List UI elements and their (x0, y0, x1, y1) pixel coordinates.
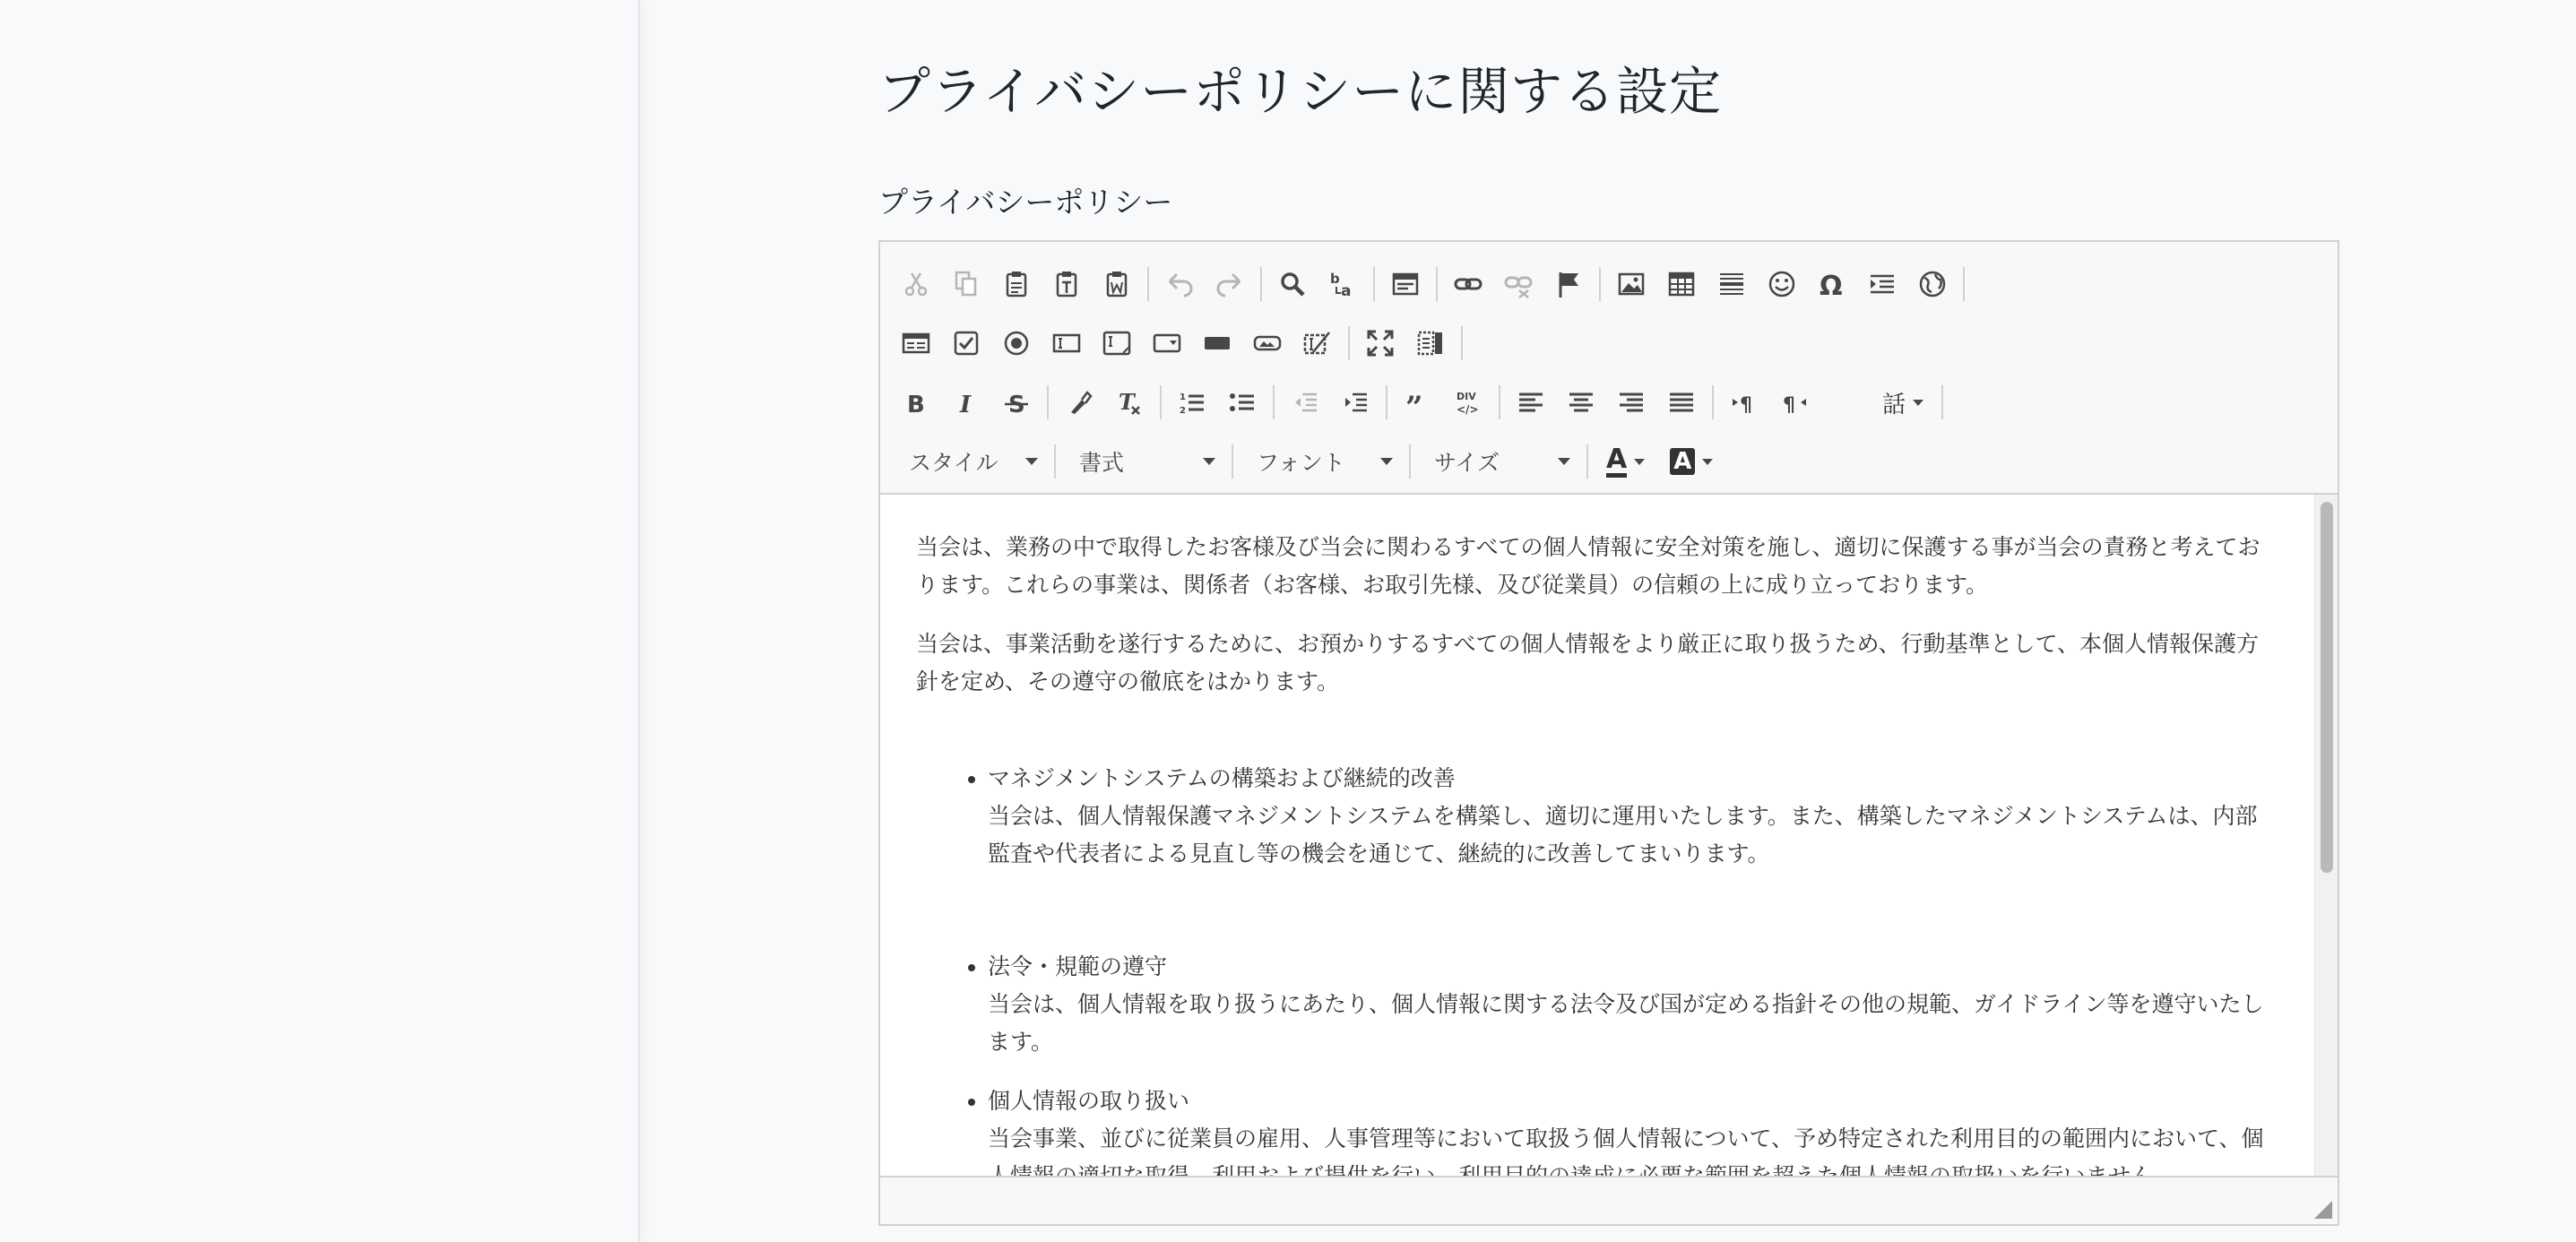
toolbar-separator (1941, 385, 1943, 419)
iframe-icon (1917, 269, 1948, 299)
anchor-button[interactable] (1543, 259, 1594, 309)
svg-text:”: ” (1405, 390, 1423, 426)
redo-icon (1215, 269, 1245, 299)
templates-button[interactable] (1380, 259, 1431, 309)
indent-icon (1340, 387, 1370, 418)
svg-text:I: I (960, 392, 972, 418)
list-item (988, 760, 2266, 873)
align-right-icon (1616, 387, 1647, 418)
toolbar-separator (1963, 267, 1965, 301)
text-field-icon (1051, 328, 1082, 358)
toolbar-separator (1499, 385, 1500, 419)
scrollbar-thumb[interactable] (2321, 502, 2333, 873)
checkbox-icon (951, 328, 981, 358)
policy-list (916, 760, 2266, 1195)
table-icon (1666, 269, 1697, 299)
font-combo-label: フォント (1257, 450, 1345, 476)
page-break-icon (1867, 269, 1897, 299)
bulleted-list-button[interactable] (1217, 377, 1267, 427)
text-field-button[interactable] (1042, 318, 1092, 368)
toolbar-separator (1373, 267, 1375, 301)
create-div-icon (1453, 387, 1483, 418)
paste-text-button[interactable] (1042, 259, 1092, 309)
blockquote-button[interactable] (1393, 377, 1443, 427)
checkbox-button[interactable] (941, 318, 991, 368)
toolbar-row-1 (891, 254, 2327, 314)
svg-text:1: 1 (1180, 392, 1186, 402)
align-right-button[interactable] (1606, 377, 1656, 427)
create-div-button[interactable] (1443, 377, 1493, 427)
special-char-button[interactable] (1807, 259, 1857, 309)
numbered-list-button[interactable] (1167, 377, 1217, 427)
numbered-list-icon (1177, 387, 1207, 418)
link-button[interactable] (1443, 259, 1493, 309)
align-center-button[interactable] (1556, 377, 1606, 427)
list-item-title: • 個人情報の取り扱い (988, 1088, 1190, 1114)
select-icon (1152, 328, 1182, 358)
page-break-button[interactable] (1857, 259, 1907, 309)
privacy-policy-label: プライバシーポリシー (878, 185, 1173, 220)
blockquote-icon (1403, 387, 1433, 426)
anchor-icon (1553, 269, 1584, 299)
copy-button[interactable] (941, 259, 991, 309)
toolbar-separator (1047, 385, 1049, 419)
rich-text-editor (878, 240, 2339, 1226)
find-icon (1277, 269, 1308, 299)
form-icon (901, 328, 931, 358)
svg-text:B: B (907, 392, 925, 418)
toolbar-separator (1386, 385, 1387, 419)
language-button[interactable] (1820, 377, 1870, 427)
svg-text:a: a (1341, 282, 1352, 300)
templates-icon (1390, 269, 1421, 299)
list-item-title: • マネジメントシステムの構築および継続的改善 (988, 765, 1456, 791)
svg-text:S: S (1008, 392, 1025, 418)
image-button-icon (1252, 328, 1283, 358)
textarea-button[interactable] (1092, 318, 1142, 368)
intro-paragraph-1: 当会は、業務の中で取得したお客様及び当会に関わるすべての個人情報に安全対策を施し、適切に保護する事が当会の責務と考えております。これらの事業は、関係者（お客様、お取引先様、及び従業員）の信頼の上に成り立っております。 (916, 534, 2260, 598)
horizontal-line-icon (1716, 269, 1747, 299)
replace-button[interactable] (1318, 259, 1368, 309)
resize-grip-icon[interactable] (2314, 1201, 2332, 1219)
list-item-body: 当会は、個人情報を取り扱うにあたり、個人情報に関する法令及び国が定める指針その他の規範、ガイドライン等を遵守いたします。 (988, 991, 2264, 1055)
language-icon (1829, 387, 1860, 418)
find-button[interactable] (1267, 259, 1318, 309)
italic-button[interactable] (941, 377, 991, 427)
remove-format-button[interactable] (1104, 377, 1154, 427)
show-blocks-icon (1415, 328, 1446, 358)
ltr-button[interactable] (1719, 377, 1769, 427)
cut-icon (901, 269, 931, 299)
hidden-field-button[interactable] (1292, 318, 1343, 368)
chevron-down-icon (1913, 400, 1923, 406)
page-title: プライバシーポリシーに関する設定 (878, 61, 1723, 122)
image-icon (1616, 269, 1647, 299)
background-color-button[interactable] (1657, 440, 1725, 483)
toolbar-separator (1409, 444, 1411, 479)
maximize-icon (1365, 328, 1396, 358)
svg-text:¶: ¶ (1740, 394, 1752, 417)
chevron-down-icon (1025, 458, 1038, 465)
paste-word-button[interactable] (1092, 259, 1142, 309)
list-item-body: 当会事業、並びに従業員の雇用、人事管理等において取扱う個人情報について、予め特定された利用目的の範囲内において、個 (988, 1126, 2264, 1151)
toolbar-separator (1273, 385, 1275, 419)
format-combo-label: 書式 (1079, 450, 1125, 476)
chevron-down-icon (1702, 459, 1713, 465)
style-combo-label: スタイル (909, 450, 998, 476)
justify-button[interactable] (1656, 377, 1707, 427)
svg-text:</>: </> (1457, 403, 1479, 416)
align-left-icon (1516, 387, 1546, 418)
maximize-button[interactable] (1355, 318, 1405, 368)
horizontal-line-button[interactable] (1707, 259, 1757, 309)
button-button[interactable] (1192, 318, 1242, 368)
text-color-button[interactable] (1594, 440, 1657, 483)
svg-text:Ω: Ω (1820, 271, 1843, 302)
background-color-icon: A (1670, 448, 1695, 475)
table-button[interactable] (1656, 259, 1707, 309)
copy-formatting-icon (1064, 387, 1094, 418)
bulleted-list-icon (1227, 387, 1258, 418)
svg-text:T: T (1119, 389, 1135, 415)
replace-icon (1327, 269, 1358, 299)
list-item-title: • 法令・規範の遵守 (988, 953, 1168, 979)
svg-text:2: 2 (1180, 406, 1186, 416)
rtl-icon (1779, 387, 1810, 418)
cut-button[interactable] (891, 259, 941, 309)
svg-text:b: b (1330, 271, 1340, 287)
undo-icon (1164, 269, 1195, 299)
font-combo[interactable] (1239, 440, 1404, 483)
textarea-icon (1102, 328, 1132, 358)
smiley-icon (1767, 269, 1797, 299)
toolbar-row-2 (891, 314, 2327, 373)
align-left-button[interactable] (1506, 377, 1556, 427)
strikethrough-button[interactable] (991, 377, 1042, 427)
paste-button[interactable] (991, 259, 1042, 309)
list-item (988, 948, 2266, 1061)
toolbar-separator (1260, 267, 1262, 301)
toolbar-row-4 (891, 432, 2327, 491)
paste-icon (1001, 269, 1032, 299)
outdent-icon (1290, 387, 1320, 418)
toolbar-separator (1232, 444, 1233, 479)
editor-toolbar (880, 242, 2338, 495)
image-button[interactable] (1606, 259, 1656, 309)
unlink-icon (1503, 269, 1534, 299)
paste-word-icon (1102, 269, 1132, 299)
button-icon (1202, 328, 1232, 358)
outdent-button[interactable] (1280, 377, 1330, 427)
bold-button[interactable] (891, 377, 941, 427)
chevron-down-icon (1558, 458, 1570, 465)
copy-formatting-button[interactable] (1054, 377, 1104, 427)
strikethrough-icon (1001, 387, 1032, 418)
toolbar-separator (1586, 444, 1588, 479)
toolbar-separator (1461, 326, 1463, 360)
radio-icon (1001, 328, 1032, 358)
svg-text:DIV: DIV (1457, 391, 1476, 402)
toolbar-separator (1160, 385, 1162, 419)
link-icon (1453, 269, 1483, 299)
ltr-icon (1729, 387, 1759, 418)
svg-text:¶: ¶ (1783, 394, 1795, 417)
list-item-body: 当会は、個人情報保護マネジメントシステムを構築し、適切に運用いたします。また、構築したマネジメントシステムは、内部監査や代表者による見直し等の機会を通じて、継続的に改善してまいります。 (988, 803, 2258, 867)
form-button[interactable] (891, 318, 941, 368)
image-button-button[interactable] (1242, 318, 1292, 368)
chevron-down-icon (1203, 458, 1215, 465)
editor-content[interactable] (880, 495, 2338, 1176)
select-button[interactable] (1142, 318, 1192, 368)
iframe-button[interactable] (1907, 259, 1958, 309)
smiley-button[interactable] (1757, 259, 1807, 309)
justify-icon (1666, 387, 1697, 418)
format-combo[interactable] (1061, 440, 1226, 483)
toolbar-separator (1436, 267, 1438, 301)
italic-icon (951, 387, 981, 418)
toolbar-separator (1599, 267, 1601, 301)
align-center-icon (1566, 387, 1596, 418)
radio-button[interactable] (991, 318, 1042, 368)
bold-icon (901, 387, 931, 418)
unlink-button[interactable] (1493, 259, 1543, 309)
style-combo[interactable] (891, 440, 1049, 483)
hidden-field-icon (1302, 328, 1333, 358)
toolbar-separator (1348, 326, 1350, 360)
undo-button[interactable] (1154, 259, 1205, 309)
redo-button[interactable] (1205, 259, 1255, 309)
language-button[interactable] (1870, 381, 1936, 424)
toolbar-row-3 (891, 373, 2327, 432)
copy-icon (951, 269, 981, 299)
toolbar-separator (1054, 444, 1056, 479)
chevron-down-icon (1634, 459, 1645, 465)
size-combo-label: サイズ (1434, 450, 1500, 476)
toolbar-separator (1712, 385, 1714, 419)
toolbar-separator (1147, 267, 1149, 301)
sidebar (0, 0, 640, 1242)
size-combo[interactable] (1416, 440, 1581, 483)
intro-paragraph-2: 当会は、事業活動を遂行するために、お預かりするすべての個人情報をより厳正に取り扱うため、行動基準として、本個人情報保護方針を定め、その遵守の徹底をはかります。 (916, 631, 2260, 694)
remove-format-icon (1114, 387, 1145, 418)
language-icon: 話 (1882, 391, 1906, 418)
special-char-icon (1817, 269, 1847, 302)
indent-button[interactable] (1330, 377, 1380, 427)
text-color-icon: A (1606, 446, 1627, 478)
editor-statusbar (880, 1176, 2338, 1224)
paste-text-icon (1051, 269, 1082, 299)
rtl-button[interactable] (1769, 377, 1820, 427)
editor-scrollbar[interactable] (2314, 495, 2338, 1176)
show-blocks-button[interactable] (1405, 318, 1456, 368)
chevron-down-icon (1380, 458, 1393, 465)
